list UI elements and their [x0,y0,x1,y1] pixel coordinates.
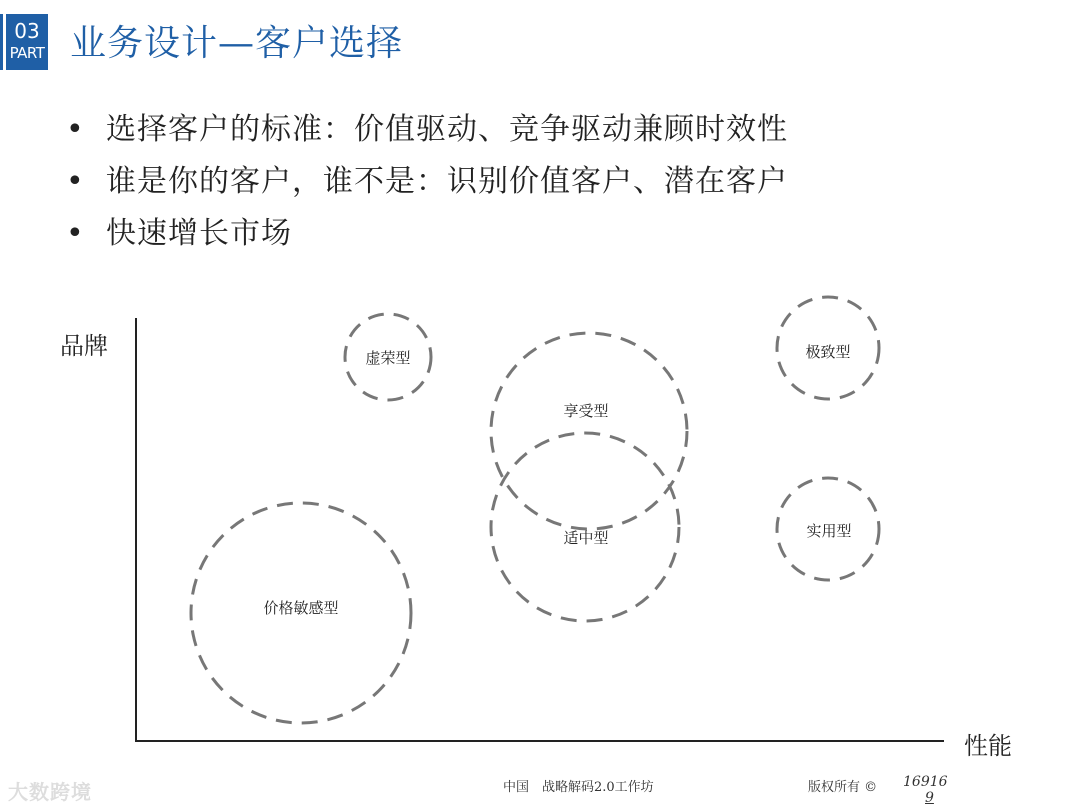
bullet-dot-icon: • [66,164,85,199]
segment-circle-moderate [491,433,679,621]
footer-copyright: 版权所有 © [808,780,878,795]
page-number-denominator: 9 [925,790,934,806]
segment-label-moderate: 适中型 [563,529,609,547]
segment-label-practical: 实用型 [806,522,852,540]
segment-label-ultimate: 极致型 [805,343,851,361]
bullet-dot-icon: • [66,112,85,147]
bullet-text: 快速增长市场 [106,216,292,251]
x-axis-label: 性能 [964,732,1012,760]
segment-label-vanity: 虚荣型 [365,349,411,367]
bullet-text: 谁是你的客户，谁不是：识别价值客户、潜在客户 [106,164,788,199]
segment-circle-enjoyment [491,333,687,529]
bullet-text: 选择客户的标准：价值驱动、竞争驱动兼顾时效性 [106,112,788,147]
slide-title: 业务设计—客户选择 [70,23,404,64]
segment-label-price-sensitive: 价格敏感型 [263,599,339,617]
footer-workshop: 中国 战略解码2.0工作坊 [503,780,654,795]
part-label: PART [9,44,45,62]
part-number: 03 [14,19,40,43]
bullet-dot-icon: • [66,216,85,251]
watermark-logo: 大数跨境 [8,780,92,804]
segment-label-enjoyment: 享受型 [563,402,609,420]
y-axis-label: 品牌 [60,332,108,360]
page-number: 16916 [903,774,948,790]
